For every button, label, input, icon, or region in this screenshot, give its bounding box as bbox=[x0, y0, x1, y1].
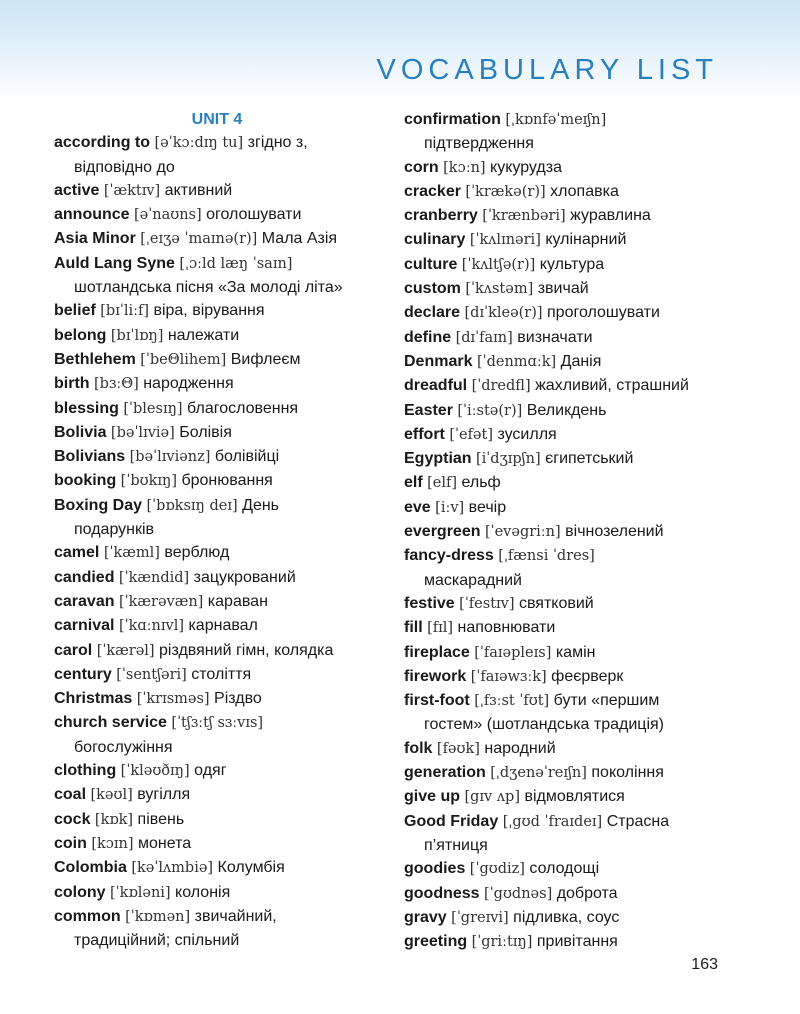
entry-translation-continued: п’ятниця bbox=[424, 836, 488, 854]
entry-transcription: [kɔɪn] bbox=[91, 835, 134, 852]
entry-translation: активний bbox=[164, 181, 233, 199]
entry-word: declare bbox=[404, 304, 461, 322]
entry-translation: солодощі bbox=[529, 860, 600, 878]
entry-word: culinary bbox=[404, 231, 466, 249]
entry-word: goodness bbox=[404, 884, 480, 902]
entry-word: Boxing Day bbox=[54, 496, 143, 514]
vocabulary-entry bbox=[404, 180, 754, 204]
entry-transcription: [ˈbʊkɪŋ] bbox=[120, 473, 178, 490]
entry-transcription: [ˈdenmɑːk] bbox=[476, 353, 557, 370]
entry-translation: належати bbox=[167, 326, 240, 344]
vocabulary-entry bbox=[404, 592, 754, 616]
entry-word: greeting bbox=[404, 933, 468, 951]
entry-transcription: [ˌeɪʒə ˈmaɪnə(r)] bbox=[140, 231, 258, 248]
entry-word: cock bbox=[54, 810, 91, 828]
entry-transcription: [fɪl] bbox=[427, 620, 454, 637]
entry-word: culture bbox=[404, 255, 458, 273]
vocabulary-entry bbox=[404, 520, 754, 544]
entry-transcription: [ˈkærəvæn] bbox=[118, 593, 204, 610]
entry-word: Bolivians bbox=[54, 448, 126, 466]
vocabulary-entry bbox=[54, 711, 380, 759]
entry-translation: кулінарний bbox=[545, 231, 627, 249]
entry-transcription: [fəʊk] bbox=[436, 740, 480, 757]
vocabulary-entry bbox=[54, 663, 380, 687]
entry-translation: доброта bbox=[556, 884, 618, 902]
entry-word: Egyptian bbox=[404, 450, 472, 468]
entry-transcription: [əˈkɔːdɪŋ tu] bbox=[154, 135, 244, 152]
entry-translation: привітання bbox=[536, 933, 618, 951]
entry-translation-continued: подарунків bbox=[74, 521, 155, 539]
vocabulary-entry bbox=[54, 541, 380, 565]
vocabulary-entry bbox=[54, 445, 380, 469]
entry-transcription: [ˈbeΘlihem] bbox=[140, 351, 227, 368]
entry-translation: караван bbox=[207, 592, 268, 610]
entry-word: active bbox=[54, 181, 100, 199]
entry-transcription: [ˌfɜːst ˈfʊt] bbox=[474, 693, 550, 710]
entry-word: booking bbox=[54, 472, 117, 490]
entry-word: colony bbox=[54, 883, 106, 901]
entry-translation: Колумбія bbox=[217, 859, 285, 877]
vocabulary-entry bbox=[404, 301, 754, 325]
entry-translation: колонія bbox=[175, 883, 231, 901]
entry-word: evergreen bbox=[404, 523, 481, 541]
entry-word: belief bbox=[54, 302, 96, 320]
vocabulary-entry bbox=[404, 857, 754, 881]
entry-word: define bbox=[404, 328, 452, 346]
entry-word: generation bbox=[404, 764, 486, 782]
entry-translation: хлопавка bbox=[550, 182, 619, 200]
entry-transcription: [bɜːΘ] bbox=[94, 376, 139, 393]
entry-transcription: [ˌfænsi ˈdres] bbox=[498, 548, 595, 565]
entry-word: Denmark bbox=[404, 352, 473, 370]
entry-word: elf bbox=[404, 474, 423, 492]
entry-word: century bbox=[54, 665, 112, 683]
entry-transcription: [ˌkɒnfəˈmeɪʃn] bbox=[505, 112, 607, 128]
entry-translation: вічнозелений bbox=[565, 523, 664, 541]
vocabulary-column-left bbox=[54, 108, 380, 952]
vocabulary-entry bbox=[54, 905, 380, 953]
unit-heading: UNIT 4 bbox=[191, 111, 243, 128]
entry-word: give up bbox=[404, 788, 461, 806]
vocabulary-entry bbox=[404, 204, 754, 228]
entry-word: first-foot bbox=[404, 692, 470, 710]
entry-transcription: [ˈæktɪv] bbox=[103, 182, 161, 199]
entry-translation: культура bbox=[539, 255, 605, 273]
entry-translation: відмовлятися bbox=[524, 788, 625, 806]
entry-word: fancy-dress bbox=[404, 547, 494, 565]
entry-translation: вечір bbox=[468, 498, 507, 516]
entry-translation: покоління bbox=[591, 764, 664, 782]
entry-translation: бути «першим bbox=[553, 692, 660, 710]
entry-translation: Мала Азія bbox=[261, 230, 338, 248]
entry-word: goodies bbox=[404, 860, 466, 878]
entry-transcription: [bəˈlɪviə] bbox=[110, 424, 175, 441]
vocabulary-entry bbox=[54, 494, 380, 542]
entry-transcription: [ˈbɒksɪŋ deɪ] bbox=[146, 497, 238, 514]
entry-transcription: [ˈkləʊðɪŋ] bbox=[120, 763, 190, 780]
entry-translation-continued: традиційний; спільний bbox=[74, 932, 240, 950]
vocabulary-entry bbox=[404, 399, 754, 423]
vocabulary-entry bbox=[404, 253, 754, 277]
entry-transcription: [dɪˈfaɪn] bbox=[455, 329, 513, 346]
entry-word: fireplace bbox=[404, 643, 470, 661]
entry-translation: кукурудза bbox=[490, 158, 562, 176]
entry-transcription: [ˈkʌltʃə(r)] bbox=[461, 256, 536, 273]
entry-transcription: [iːv] bbox=[435, 499, 465, 516]
entry-translation: звичайний, bbox=[194, 907, 277, 925]
entry-word: camel bbox=[54, 544, 100, 562]
entry-word: coal bbox=[54, 786, 87, 804]
vocabulary-entry bbox=[404, 906, 754, 930]
entry-word: caravan bbox=[54, 592, 115, 610]
entry-translation: болівійці bbox=[214, 448, 280, 466]
entry-word: coin bbox=[54, 834, 87, 852]
entry-word: Bethlehem bbox=[54, 350, 136, 368]
entry-translation: визначати bbox=[517, 328, 593, 346]
vocabulary-entry bbox=[54, 614, 380, 638]
entry-transcription: [dɪˈkleə(r)] bbox=[464, 305, 543, 322]
vocabulary-entry bbox=[54, 832, 380, 856]
entry-transcription: [bəˈlɪviənz] bbox=[129, 449, 211, 466]
vocabulary-entry bbox=[404, 228, 754, 252]
entry-transcription: [ˈkɒmən] bbox=[125, 908, 191, 925]
entry-translation: благословення bbox=[187, 399, 299, 417]
page-number: 163 bbox=[691, 956, 718, 973]
entry-transcription: [bɪˈlɒŋ] bbox=[110, 327, 164, 344]
entry-transcription: [kɔːn] bbox=[443, 159, 486, 176]
vocabulary-entry bbox=[54, 808, 380, 832]
entry-translation: народний bbox=[484, 739, 556, 757]
entry-word: Bolivia bbox=[54, 423, 107, 441]
entry-transcription: [gɪv ʌp] bbox=[464, 789, 520, 806]
entry-translation: століття bbox=[191, 665, 252, 683]
entry-translation: Вифлеєм bbox=[230, 350, 301, 368]
entry-translation: народження bbox=[143, 375, 234, 393]
vocabulary-entry bbox=[54, 299, 380, 323]
entry-transcription: [kəˈlʌmbiə] bbox=[131, 860, 214, 877]
entry-word: cracker bbox=[404, 182, 461, 200]
entry-translation: День bbox=[242, 496, 280, 514]
vocabulary-entry bbox=[54, 179, 380, 203]
entry-translation: верблюд bbox=[164, 544, 230, 562]
entry-translation: проголошувати bbox=[547, 304, 660, 322]
entry-translation: підливка, соус bbox=[513, 908, 620, 926]
entry-transcription: [elf] bbox=[427, 475, 458, 492]
entry-word: eve bbox=[404, 498, 431, 516]
vocabulary-entry bbox=[54, 590, 380, 614]
entry-translation: карнавал bbox=[188, 617, 258, 635]
entry-translation: різдвяний гімн, колядка bbox=[159, 641, 334, 659]
page-title: VOCABULARY LIST bbox=[376, 54, 718, 86]
vocabulary-entry bbox=[54, 203, 380, 227]
entry-translation: вугілля bbox=[137, 786, 191, 804]
entry-transcription: [ˌgʊd ˈfraɪdeɪ] bbox=[502, 813, 603, 830]
entry-transcription: [əˈnaʊns] bbox=[134, 207, 202, 224]
entry-transcription: [ˈkændid] bbox=[118, 569, 190, 586]
entry-word: festive bbox=[404, 594, 455, 612]
entry-transcription: [ˈgreɪvi] bbox=[451, 909, 509, 926]
entry-translation: згідно з, bbox=[247, 134, 308, 152]
entry-word: confirmation bbox=[404, 111, 501, 128]
entry-transcription: [ˈkrækə(r)] bbox=[465, 183, 546, 200]
entry-transcription: [ˈkɑːnɪvl] bbox=[118, 618, 184, 635]
entry-translation: святковий bbox=[518, 594, 594, 612]
entry-translation-continued: відповідно до bbox=[74, 158, 175, 176]
entry-word: fill bbox=[404, 619, 423, 637]
entry-transcription: [ˌdʒenəˈreɪʃn] bbox=[490, 765, 587, 782]
vocabulary-entry bbox=[54, 131, 380, 179]
entry-transcription: [kɒk] bbox=[94, 811, 134, 828]
entry-word: belong bbox=[54, 326, 107, 344]
vocabulary-entry bbox=[404, 737, 754, 761]
vocabulary-entry bbox=[404, 641, 754, 665]
entry-word: Good Friday bbox=[404, 812, 499, 830]
entry-word: Colombia bbox=[54, 859, 127, 877]
entry-word: Asia Minor bbox=[54, 230, 136, 248]
entry-transcription: [bɪˈliːf] bbox=[100, 303, 149, 320]
vocabulary-entry bbox=[54, 372, 380, 396]
vocabulary-entry bbox=[404, 108, 754, 156]
entry-translation: камін bbox=[555, 643, 596, 661]
entry-transcription: [ˈdredfl] bbox=[471, 378, 531, 395]
entry-translation: наповнювати bbox=[457, 619, 556, 637]
entry-transcription: [ˈtʃɜːtʃ sɜːvɪs] bbox=[171, 715, 264, 732]
entry-translation-continued: маскарадний bbox=[424, 571, 522, 589]
entry-word: blessing bbox=[54, 399, 119, 417]
vocabulary-entry bbox=[404, 423, 754, 447]
entry-transcription: [ˈkæml] bbox=[103, 545, 160, 562]
vocabulary-entry bbox=[54, 227, 380, 251]
entry-translation: єгипетський bbox=[545, 450, 634, 468]
entry-transcription: [ˈkʌstəm] bbox=[465, 281, 534, 298]
vocabulary-entry bbox=[404, 326, 754, 350]
entry-translation-continued: підтвердження bbox=[424, 135, 534, 153]
vocabulary-column-right bbox=[404, 108, 754, 954]
vocabulary-entry bbox=[54, 397, 380, 421]
vocabulary-entry bbox=[54, 421, 380, 445]
vocabulary-entry bbox=[404, 374, 754, 398]
entry-translation: жахливий, страшний bbox=[535, 377, 689, 395]
entry-transcription: [ˈkʌlɪnəri] bbox=[469, 232, 541, 249]
entry-translation: бронювання bbox=[181, 472, 273, 490]
entry-transcription: [ˈevəgriːn] bbox=[484, 524, 561, 541]
vocabulary-entry bbox=[54, 566, 380, 590]
entry-word: clothing bbox=[54, 762, 117, 780]
entry-translation-continued: гостем» (шотландська традиція) bbox=[424, 716, 665, 734]
vocabulary-entry bbox=[54, 759, 380, 783]
entry-translation: Болівія bbox=[179, 423, 232, 441]
entry-translation: звичай bbox=[537, 280, 589, 298]
vocabulary-entry bbox=[404, 471, 754, 495]
entry-translation: Великдень bbox=[526, 401, 607, 419]
vocabulary-entry bbox=[54, 252, 380, 300]
vocabulary-entry bbox=[54, 639, 380, 663]
entry-translation: монета bbox=[138, 834, 192, 852]
vocabulary-entry bbox=[404, 156, 754, 180]
entry-word: Easter bbox=[404, 401, 453, 419]
entry-translation: оголошувати bbox=[206, 206, 302, 224]
entry-translation: Данія bbox=[560, 352, 602, 370]
entry-transcription: [ˈsentʃəri] bbox=[116, 666, 187, 683]
entry-word: church service bbox=[54, 714, 167, 732]
entry-word: gravy bbox=[404, 908, 447, 926]
entry-word: according to bbox=[54, 134, 151, 152]
entry-transcription: [ˈgʊdiz] bbox=[469, 861, 525, 878]
entry-translation: зусилля bbox=[497, 425, 557, 443]
entry-word: dreadful bbox=[404, 377, 468, 395]
vocabulary-entry bbox=[404, 882, 754, 906]
entry-translation: Страсна bbox=[606, 812, 670, 830]
entry-transcription: [ˈfaɪəpleɪs] bbox=[474, 644, 552, 661]
entry-translation-continued: богослужіння bbox=[74, 738, 173, 756]
entry-transcription: [ˈkærəl] bbox=[96, 642, 155, 659]
entry-transcription: [ˈkɒləni] bbox=[110, 884, 171, 901]
entry-transcription: [ˈblesɪŋ] bbox=[123, 400, 183, 417]
entry-translation: одяг bbox=[194, 762, 227, 780]
vocabulary-entry bbox=[54, 881, 380, 905]
vocabulary-entry bbox=[404, 496, 754, 520]
entry-translation: зацукрований bbox=[193, 568, 296, 586]
entry-word: firework bbox=[404, 667, 467, 685]
entry-transcription: [iˈdʒɪpʃn] bbox=[476, 451, 541, 468]
entry-word: carol bbox=[54, 641, 93, 659]
vocabulary-entry bbox=[404, 350, 754, 374]
vocabulary-entry bbox=[404, 544, 754, 592]
entry-translation: півень bbox=[137, 810, 185, 828]
entry-word: folk bbox=[404, 739, 433, 757]
entry-word: Christmas bbox=[54, 690, 133, 708]
vocabulary-entry bbox=[404, 277, 754, 301]
entry-word: carnival bbox=[54, 617, 115, 635]
vocabulary-entry bbox=[54, 687, 380, 711]
entry-word: corn bbox=[404, 158, 439, 176]
entry-translation: журавлина bbox=[570, 207, 651, 225]
entry-word: custom bbox=[404, 280, 461, 298]
entry-word: common bbox=[54, 907, 121, 925]
vocabulary-entry bbox=[404, 930, 754, 954]
entry-transcription: [ˈiːstə(r)] bbox=[457, 402, 523, 419]
entry-word: birth bbox=[54, 375, 90, 393]
vocabulary-entry bbox=[404, 785, 754, 809]
entry-word: candied bbox=[54, 568, 115, 586]
entry-word: announce bbox=[54, 206, 130, 224]
vocabulary-entry bbox=[54, 348, 380, 372]
entry-transcription: [ˈkrɪsməs] bbox=[136, 691, 210, 708]
entry-transcription: [ˈfaɪəwɜːk] bbox=[470, 668, 547, 685]
entry-word: effort bbox=[404, 425, 445, 443]
entry-word: Auld Lang Syne bbox=[54, 254, 175, 272]
vocabulary-entry bbox=[404, 665, 754, 689]
vocabulary-entry bbox=[54, 324, 380, 348]
entry-translation: феєрверк bbox=[551, 667, 624, 685]
entry-transcription: [ˈkrænbəri] bbox=[482, 208, 566, 225]
entry-translation-continued: шотландська пісня «За молоді літа» bbox=[74, 279, 343, 297]
vocabulary-entry bbox=[404, 447, 754, 471]
entry-transcription: [ˈefət] bbox=[449, 426, 493, 443]
vocabulary-entry bbox=[404, 689, 754, 737]
entry-translation: віра, вірування bbox=[153, 302, 265, 320]
entry-translation: Різдво bbox=[214, 690, 262, 708]
entry-transcription: [ˈfestɪv] bbox=[459, 595, 515, 612]
vocabulary-entry bbox=[54, 469, 380, 493]
entry-transcription: [ˈgriːtɪŋ] bbox=[471, 934, 533, 951]
entry-transcription: [ˌɔːld læŋ ˈsaɪn] bbox=[179, 255, 293, 272]
vocabulary-entry bbox=[404, 616, 754, 640]
vocabulary-entry bbox=[404, 761, 754, 785]
vocabulary-entry bbox=[404, 810, 754, 858]
entry-transcription: [ˈgʊdnəs] bbox=[484, 885, 553, 902]
entry-transcription: [kəʊl] bbox=[90, 787, 133, 804]
entry-word: cranberry bbox=[404, 207, 478, 225]
vocabulary-entry bbox=[54, 856, 380, 880]
vocabulary-entry bbox=[54, 783, 380, 807]
entry-translation: ельф bbox=[461, 474, 501, 492]
